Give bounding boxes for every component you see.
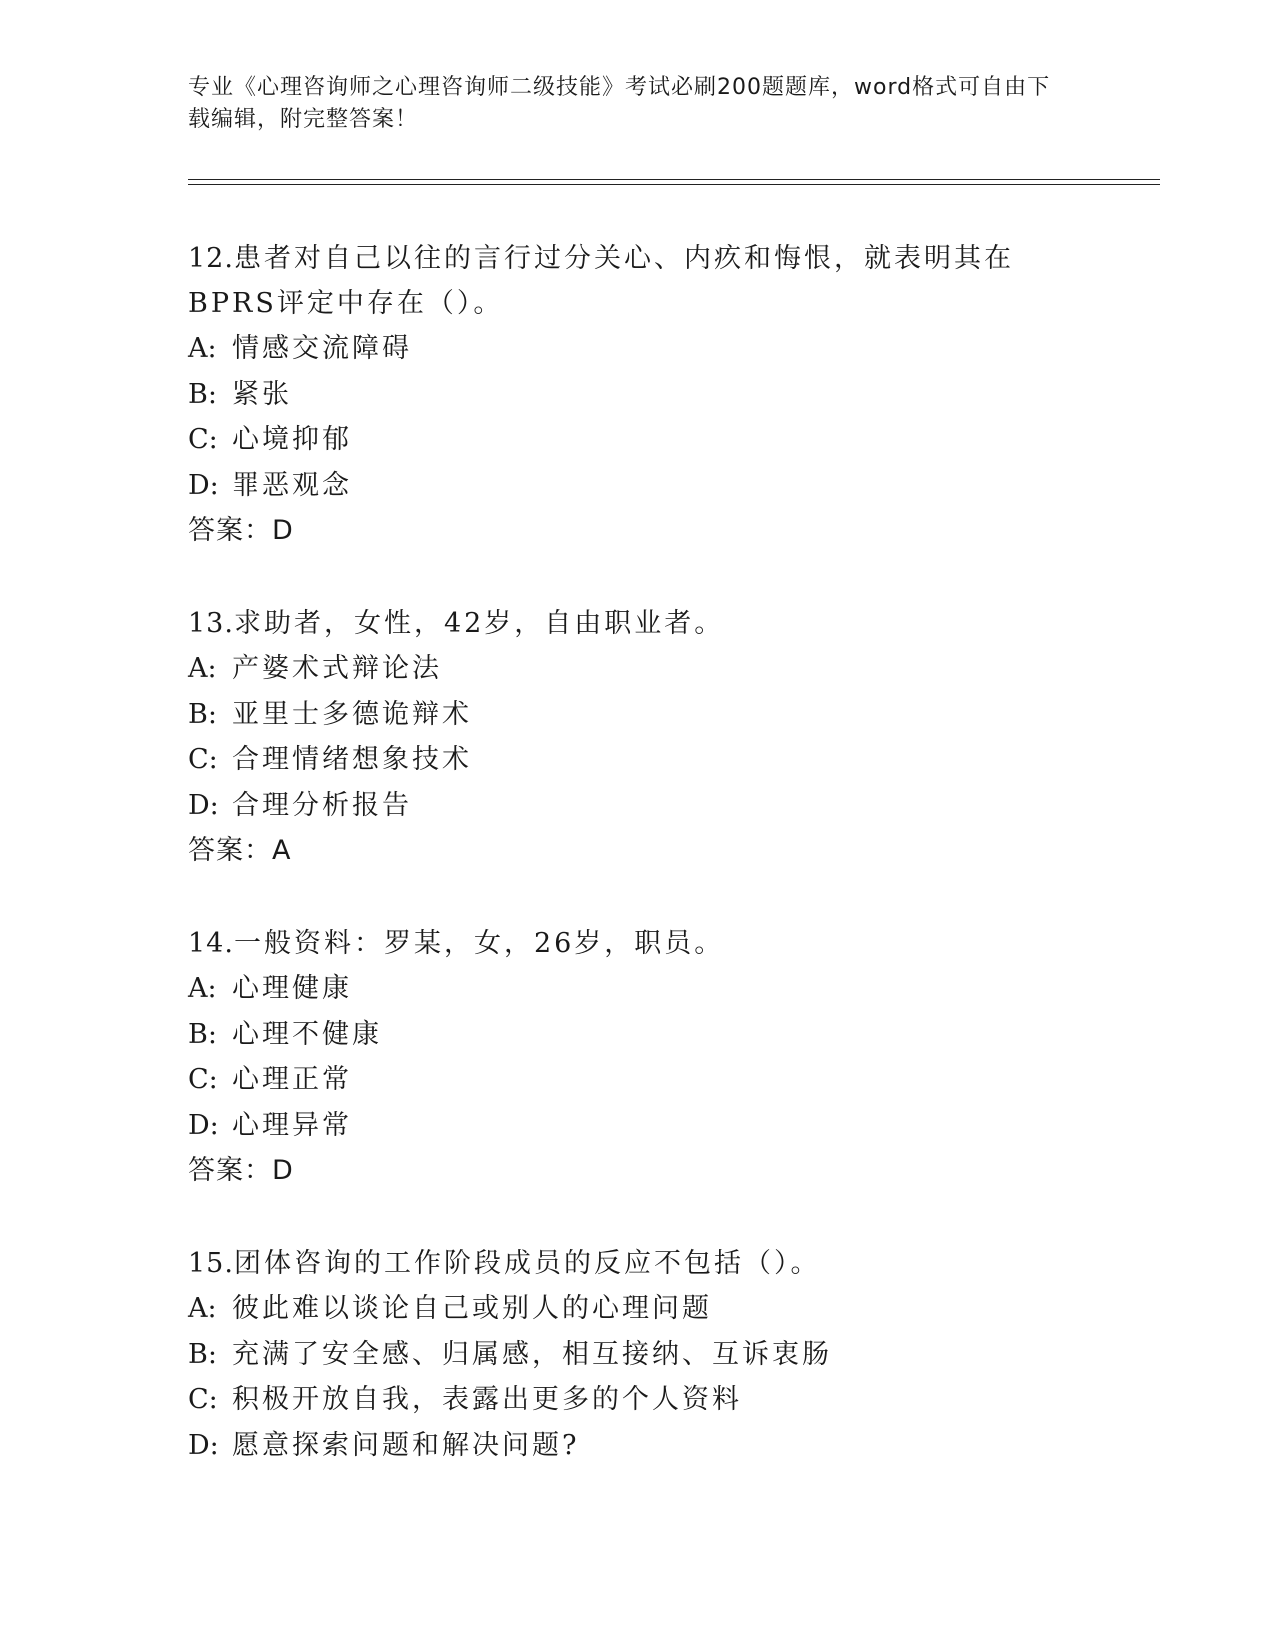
answer: 答案：D xyxy=(188,515,294,546)
option-a xyxy=(188,1286,1088,1332)
option-letter: D: xyxy=(188,469,219,501)
question-number: 12. xyxy=(188,243,234,274)
option-letter: C: xyxy=(188,424,218,455)
option-letter: B: xyxy=(188,1338,217,1370)
option-text: 心理正常 xyxy=(232,1064,352,1095)
question-12 xyxy=(188,236,1088,554)
answer: 答案：A xyxy=(188,835,292,866)
question-text xyxy=(188,236,1088,326)
header-text: 专业《心理咨询师之心理咨询师二级技能》考试必刷200题题库，word格式可自由下载编辑，附完整答案！ xyxy=(188,75,1051,132)
option-c xyxy=(188,1377,1088,1423)
option-a xyxy=(188,966,1088,1012)
option-letter: C: xyxy=(188,1384,218,1415)
question-stem: 团体咨询的工作阶段成员的反应不包括（）。 xyxy=(233,1248,821,1279)
option-text: 罪恶观念 xyxy=(232,469,352,501)
header-rule-bottom xyxy=(188,184,1160,185)
option-a xyxy=(188,646,1088,692)
option-letter: D: xyxy=(188,1109,219,1141)
question-stem: 患者对自己以往的言行过分关心、内疚和悔恨，就表明其在BPRS评定中存在（）。 xyxy=(188,243,1014,319)
question-list xyxy=(188,236,1088,1515)
option-letter: C: xyxy=(188,744,218,775)
question-text xyxy=(188,601,1088,646)
question-number: 13. xyxy=(188,608,234,639)
option-b xyxy=(188,692,1088,738)
question-stem: 求助者，女性，42岁，自由职业者。 xyxy=(233,608,725,639)
option-c xyxy=(188,417,1088,463)
question-number: 14. xyxy=(188,928,234,959)
option-text: 心理异常 xyxy=(232,1109,352,1141)
option-letter: D: xyxy=(188,1429,219,1461)
question-stem: 一般资料：罗某，女，26岁，职员。 xyxy=(233,928,725,959)
option-letter: D: xyxy=(188,789,219,821)
question-number: 15. xyxy=(188,1248,234,1279)
option-letter: A: xyxy=(188,1293,217,1324)
question-13 xyxy=(188,601,1088,874)
option-text: 心理不健康 xyxy=(232,1018,382,1050)
option-text: 合理情绪想象技术 xyxy=(232,744,472,775)
option-text: 愿意探索问题和解决问题? xyxy=(232,1429,580,1461)
option-c xyxy=(188,1057,1088,1103)
document-header xyxy=(188,72,1068,136)
option-text: 产婆术式辩论法 xyxy=(232,653,442,684)
option-d xyxy=(188,1103,1088,1149)
answer: 答案：D xyxy=(188,1155,294,1186)
option-letter: A: xyxy=(188,653,217,684)
option-letter: B: xyxy=(188,698,217,730)
option-text: 彼此难以谈论自己或别人的心理问题 xyxy=(232,1293,712,1324)
option-d xyxy=(188,783,1088,829)
option-text: 紧张 xyxy=(232,378,292,410)
option-c xyxy=(188,737,1088,783)
option-text: 心境抑郁 xyxy=(232,424,352,455)
option-b xyxy=(188,372,1088,418)
option-d xyxy=(188,463,1088,509)
option-text: 合理分析报告 xyxy=(232,789,412,821)
question-text xyxy=(188,1241,1088,1286)
option-text: 充满了安全感、归属感，相互接纳、互诉衷肠 xyxy=(232,1338,832,1370)
question-text xyxy=(188,921,1088,966)
option-letter: A: xyxy=(188,333,217,364)
question-15 xyxy=(188,1241,1088,1468)
option-letter: B: xyxy=(188,378,217,410)
option-text: 心理健康 xyxy=(232,973,352,1004)
option-text: 积极开放自我，表露出更多的个人资料 xyxy=(232,1384,742,1415)
option-d xyxy=(188,1423,1088,1469)
option-text: 亚里士多德诡辩术 xyxy=(232,698,472,730)
option-a xyxy=(188,326,1088,372)
option-letter: B: xyxy=(188,1018,217,1050)
header-rule-top xyxy=(188,179,1160,180)
option-letter: C: xyxy=(188,1064,218,1095)
option-b xyxy=(188,1012,1088,1058)
option-b xyxy=(188,1332,1088,1378)
question-14 xyxy=(188,921,1088,1194)
option-letter: A: xyxy=(188,973,217,1004)
option-text: 情感交流障碍 xyxy=(232,333,412,364)
